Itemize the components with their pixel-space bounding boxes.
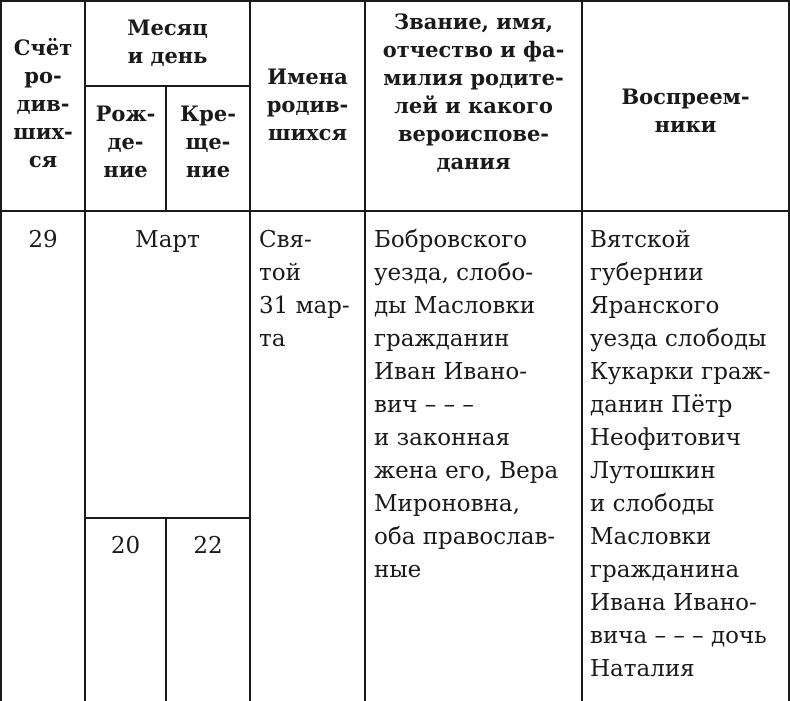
header-parents: Звание, имя, отчество и фа- милия родите- лей и какого вероиспове- дания bbox=[382, 9, 565, 174]
record-month: Март bbox=[135, 227, 200, 253]
record-parents: Бобровского уезда, слобо- ды Масловки гражданин Иван Ивано- вич – – – и законная жена его, Вера Мироновна, оба православ- ные bbox=[374, 227, 559, 583]
record-birth-day: 20 bbox=[110, 533, 141, 559]
header-godparents: Воспреем- ники bbox=[621, 84, 750, 137]
header-baptism: Кре- ще- ние bbox=[180, 101, 236, 182]
record-name: Свя- той 31 мар- та bbox=[259, 227, 350, 352]
record-godparents: Вятской губернии Яранского уезда слободы Кукарки граж- данин Пётр Неофитович Лутошкин и слободы Масловки гражданина Ивана Ивано- вича – – – дочь Наталия bbox=[590, 227, 771, 682]
header-count: Счёт ро- див- ших- ся bbox=[13, 35, 73, 172]
header-month-day: Месяц и день bbox=[127, 15, 208, 68]
header-names: Имена родив- шихся bbox=[266, 64, 349, 145]
record-number: 29 bbox=[28, 227, 58, 253]
header-birth: Рож- де- ние bbox=[95, 101, 156, 182]
record-baptism-day: 22 bbox=[193, 533, 223, 559]
